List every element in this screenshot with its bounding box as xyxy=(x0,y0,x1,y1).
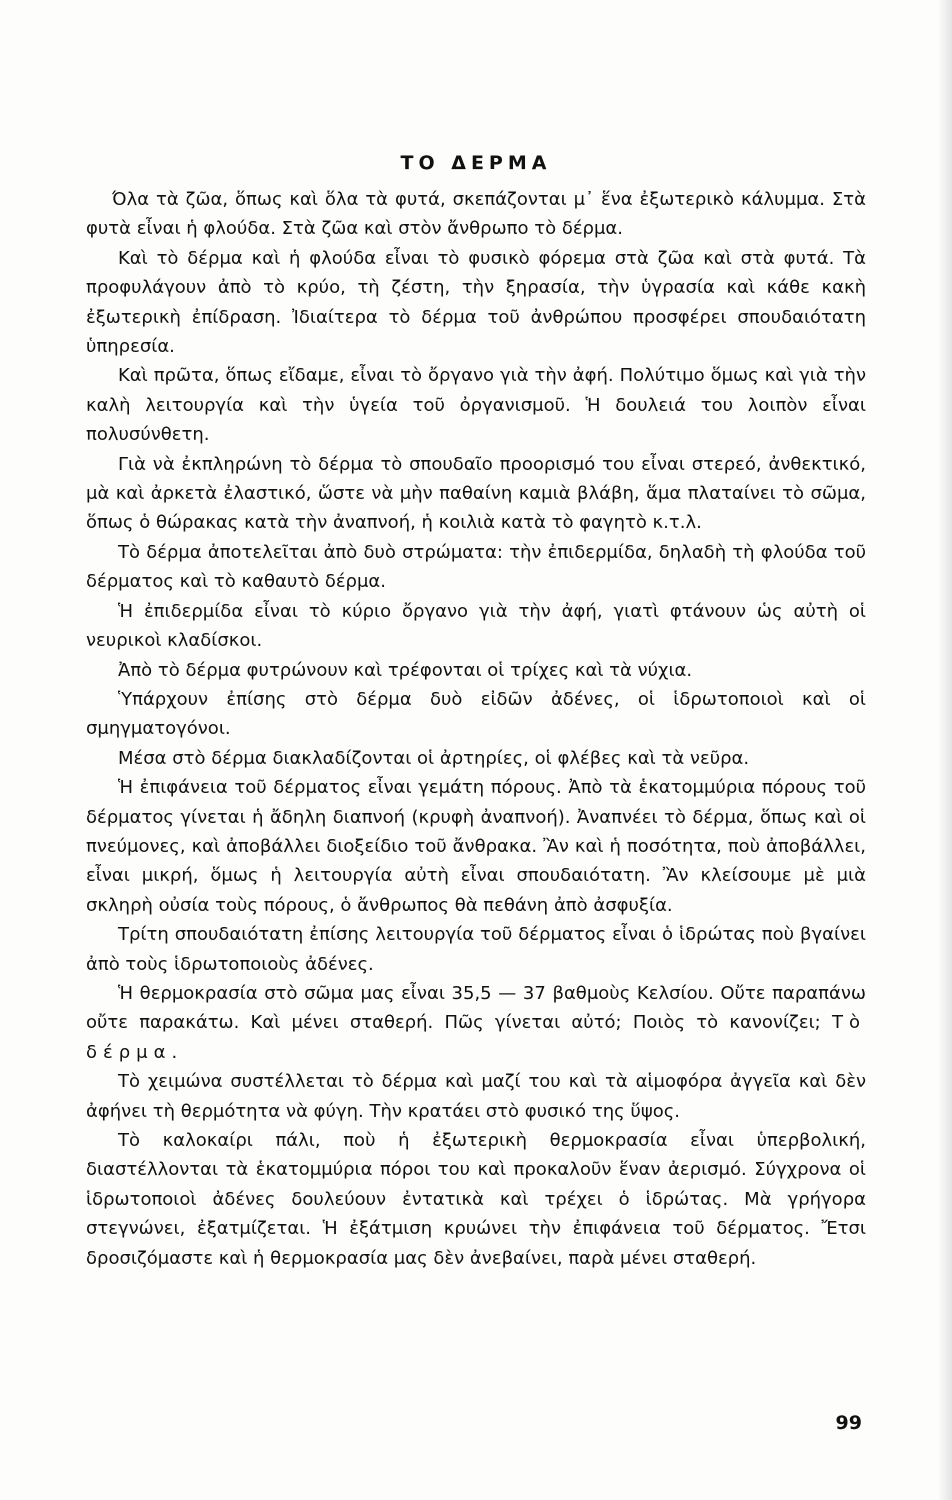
paragraph-text: Ἡ θερμοκρασία στὸ σῶμα μας εἶναι 35,5 — 37 βαθμοὺς Κελσίου. Οὔτε παραπάνω οὔτε παρακάτω. Καὶ μένει σταθερή. Πῶς γίνεται αὐτό; Ποιὸς τὸ κανονίζει; xyxy=(86,982,866,1034)
paragraph: Γιὰ νὰ ἐκπληρώνη τὸ δέρμα τὸ σπουδαῖο προορισμό του εἶναι στερεό, ἀνθεκτικό, μὰ καὶ ἀρκετὰ ἐλαστικό, ὥστε νὰ μὴν παθαίνη καμιὰ βλάβη, ἅμα πλαταίνει τὸ σῶμα, ὅπως ὁ θώρακας κατὰ τὴν ἀναπνοή, ἡ κοιλιὰ κατὰ τὸ φαγητὸ κ.τ.λ. xyxy=(86,453,866,534)
paragraph: Τὸ χειμώνα συστέλλεται τὸ δέρμα καὶ μαζί του καὶ τὰ αἱμοφόρα ἀγγεῖα καὶ δὲν ἀφήνει τὴ θερμότητα νὰ φύγη. Τὴν κρατάει στὸ φυσικό της ὕψος. xyxy=(86,1071,866,1122)
paragraph: Καὶ πρῶτα, ὅπως εἴδαμε, εἶναι τὸ ὄργανο γιὰ τὴν ἀφή. Πολύτιμο ὅμως καὶ γιὰ τὴν καλὴ λειτουργία καὶ τὴν ὑγεία τοῦ ὀργανισμοῦ. Ἡ δουλειά του λοιπὸν εἶναι πολυσύνθετη. xyxy=(86,365,866,446)
page-title: ΤΟ ΔΕΡΜΑ xyxy=(400,152,552,174)
paragraph xyxy=(86,979,866,1067)
page-edge-shadow xyxy=(938,0,952,1500)
answer-text: Τὸ δέρμα. xyxy=(86,1012,866,1063)
paragraph: Καὶ τὸ δέρμα καὶ ἡ φλούδα εἶναι τὸ φυσικὸ φόρεμα στὰ ζῶα καὶ στὰ φυτά. Τὰ προφυλάγουν ἀπὸ τὸ κρύο, τὴ ζέστη, τὴν ξηρασία, τὴν ὑγρασία καὶ κάθε κακὴ ἐξωτερικὴ ἐπίδραση. Ἰδιαίτερα τὸ δέρμα τοῦ ἀνθρώπου προσφέρει σπουδαιότατη ὑπηρεσία. xyxy=(86,247,866,358)
paragraph: Ὑπάρχουν ἐπίσης στὸ δέρμα δυὸ εἰδῶν ἀδένες, οἱ ἱδρωτοποιοὶ καὶ οἱ σμηγματογόνοι. xyxy=(86,688,866,740)
paragraph: Τὸ δέρμα ἀποτελεῖται ἀπὸ δυὸ στρώματα: τὴν ἐπιδερμίδα, δηλαδὴ τὴ φλούδα τοῦ δέρματος καὶ τὸ καθαυτὸ δέρμα. xyxy=(86,541,866,593)
paragraph: Τὸ καλοκαίρι πάλι, ποὺ ἡ ἐξωτερικὴ θερμοκρασία εἶναι ὑπερβολική, διαστέλλονται τὰ ἑκατομμύρια πόροι του καὶ προκαλοῦν ἕναν ἀερισμό. Σύγχρονα οἱ ἱδρωτοποιοὶ ἀδένες δουλεύουν ἐντατικὰ καὶ τρέχει ὁ ἱδρώτας. Μὰ γρήγορα στεγνώνει, ἐξατμίζεται. Ἡ ἐξάτμιση κρυώνει τὴν ἐπιφάνεια τοῦ δέρματος. Ἔτσι δροσιζόμαστε καὶ ἡ θερμοκρασία μας δὲν ἀνεβαίνει, παρὰ μένει σταθερή. xyxy=(86,1130,866,1269)
page-number: 99 xyxy=(835,1412,862,1434)
paragraph: Τρίτη σπουδαιότατη ἐπίσης λειτουργία τοῦ δέρματος εἶναι ὁ ἱδρώτας ποὺ βγαίνει ἀπὸ τοὺς ἱδρωτοποιοὺς ἀδένες. xyxy=(86,924,866,975)
paragraph: Ἡ ἐπιδερμίδα εἶναι τὸ κύριο ὄργανο γιὰ τὴν ἀφή, γιατὶ φτάνουν ὡς αὐτὴ οἱ νευρικοὶ κλαδίσκοι. xyxy=(86,600,866,652)
paragraph: Ἀπὸ τὸ δέρμα φυτρώνουν καὶ τρέφονται οἱ τρίχες καὶ τὰ νύχια. xyxy=(118,659,693,681)
paragraph: Όλα τὰ ζῶα, ὅπως καὶ ὅλα τὰ φυτά, σκεπάζονται μ᾽ ἕνα ἐξωτερικὸ κάλυμμα. Στὰ φυτὰ εἶναι ἡ φλούδα. Στὰ ζῶα καὶ στὸν ἄνθρωπο τὸ δέρμα. xyxy=(86,189,866,240)
body-text xyxy=(86,185,866,1273)
paragraph: Ἡ ἐπιφάνεια τοῦ δέρματος εἶναι γεμάτη πόρους. Ἀπὸ τὰ ἑκατομμύρια πόρους τοῦ δέρματος γίνεται ἡ ἄδηλη διαπνοή (κρυφὴ ἀναπνοή). Ἀναπνέει τὸ δέρμα, ὅπως καὶ οἱ πνεύμονες, καὶ ἀποβάλλει διοξείδιο τοῦ ἄνθρακα. Ἂν καὶ ἡ ποσότητα, ποὺ ἀποβάλλει, εἶναι μικρή, ὅμως ἡ λειτουργία αὐτὴ εἶναι σπουδαιότατη. Ἂν κλείσουμε μὲ μιὰ σκληρὴ οὐσία τοὺς πόρους, ὁ ἄνθρωπος θὰ πεθάνη ἀπὸ ἀσφυξία. xyxy=(86,777,866,916)
paragraph: Μέσα στὸ δέρμα διακλαδίζονται οἱ ἀρτηρίες, οἱ φλέβες καὶ τὰ νεῦρα. xyxy=(118,747,750,769)
